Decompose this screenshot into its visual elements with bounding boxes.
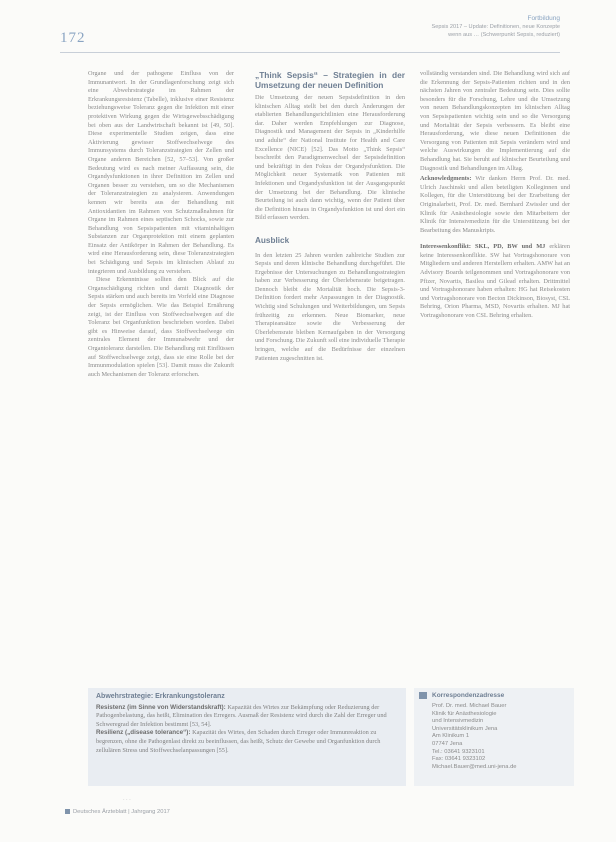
conflict-of-interest [420,243,570,320]
info-box-title: Abwehrstrategie: Erkrankungstoleranz [96,693,225,700]
running-header [340,15,560,39]
header-line-3: wenn aus … (Schwerpunkt Sepsis, reduziert) [448,32,560,38]
footer-marks: · · · [123,797,131,803]
conflict-label: Interessenkonflikt: SKL, PD, BW und MJ [420,243,546,251]
acknowledgments [420,175,570,235]
address-line: 07747 Jena [432,740,463,747]
acknowledgments-label: Acknowledgments: [420,175,472,183]
correspondence-box [414,688,574,786]
col1-paragraph-2: Diese Erkenntnisse sollten den Blick auf die Organschädigung richten und damit Diagnostik der Sepsis stärken und auch bereits im Vorfeld eine Diagnose der Sepsis ermöglichen. Wie das Beispiel Ernährung zeigt, ist der Einfluss von Stoffwechselwegen auf die Toleranz bei Organfunktion beschrieben worden. Dabei gibt es Hinweise darauf, dass Stoffwechselwege ein zentrales Element der Immunabwehr und der Organtoleranz darstellen. Die Behandlung mit Einflüssen auf Stoffwechselwege zeigt, dass sie eine Rolle bei der Immunmodulation spielen [53]. Damit muss die Zukunft auch Mechanismen der Toleranz erforschen. [88,276,234,378]
header-line-2: Sepsis 2017 – Update: Definitionen, neue Konzepte [431,24,560,30]
column-3 [420,70,570,321]
column-2 [255,70,405,363]
info-box-tolerance [96,729,398,755]
footer-text: Deutsches Ärzteblatt | Jahrgang 2017 [73,809,170,816]
square-bullet-icon [65,809,70,814]
acknowledgments-text: Wir danken Herrn Prof. Dr. med. Ulrich Jaschinski und allen beteiligten Kolleginnen und Kollegen, für die Unterstützung bei der Erarbeitung der Originalarbeit, Prof. Dr. med. Bernhard Zwissler und der Klinik für Anästhesiologie sowie den Mitarbeitern der Klinik für Intensivmedizin für die Unterstützung bei der Bearbeitung des Manuskripts. [420,175,570,234]
col1-paragraph-1: Organe und der pathogene Einfluss von der Immunantwort. In der Grundlagenforschung zeigt sich eine Abwehrstrategie im Rahmen der Erkrankungsresistenz (Tabelle), inklusive einer Resistenz beziehungsweise Toleranz gegen die Infektion mit einer protektiven Wirkung gegen die Wirtsgewebsschädigung bei oben aus der Landwirtschaft bekannt ist [49, 50]. Diese experimentelle Studien zeigen, dass eine Aktivierung gewisser Stoffwechselwege des Immunsystems durch Toleranzstrategien der Zellen und Organe anderen Bereichen [52, 57–53]. Von großer Bedeutung wird es nach meiner Auffassung sein, die Organdysfunktionen in ihrer Definition im Zellen und Organen besser zu verstehen, um so die Mechanismen der Toleranzstrategien zu analysieren. Anwendungen kennen wir bereits aus der Behandlung mit Antioxidantien im Rahmen von Schutzmaßnahmen für Organe im Rahmen eines septischen Schocks, sowie zur Behandlung von Sepsispatienten mit vitaminhaltigen Substanzen zur Organprotektion mit einem geplanten Einsatz der Antikörper in Rahmen der Behandlung. Es wird eine Herausforderung sein, diese Toleranzstrategien bei Schädigung und Sepsis im klinischen Ablauf zu integrieren und Ausbildung zu verstehen. [88,70,234,275]
col2-paragraph-1: Die Umsetzung der neuen Sepsisdefinition in den klinischen Alltag stellt bei den durch Änderungen der etablierten Behandlungsrichtlinien eine Herausforderung dar. Daher werden Empfehlungen zur Diagnose, Diagnostik und Management der Sepsis in „Kinderhilfe und adulte“ der National Institute for Health and Care Excellence (NICE) [52]. Das Motto „Think Sepsis“ beschreibt den Paradigmenwechsel der Sepsisdefinition und bekräftigt in den Fokus der Organdysfunktion. Die Möglichkeit neuer Systematik von Patienten mit Infektionen und Organdysfunktion ist der Ausgangspunkt der Umsetzung bei der Behandlung. Die klinische Beurteilung ist auch dann wichtig, wenn der Patient über die Definition hinaus in Organdysfunktion ist und dort ein Bild erfassen werden. [255,94,405,222]
address-line: Universitätsklinikum Jena [432,725,498,732]
address-line: Tel.: 03641 9323101 [432,748,485,755]
col3-paragraph-1: vollständig verstanden sind. Die Behandlung wird sich auf die Erkennung der Sepsis-Patienten richten und in den nächsten Jahren von zentraler Bedeutung sein. Dies sollte besonders für die Forschung, Lehre und die Umsetzung von neuen Behandlungskonzepten im klinischen Alltag von Sepsispatienten wichtig sein und so die Versorgung und Mortalität der Sepsis verbessern. Es bleibt eine Herausforderung, wie diese neuen Definitionen die Versorgung von Patienten mit Sepsis verändern wird und welche Auswirkungen die Implementierung auf die Behandlung hat. Sie beruht auf klinischer Beurteilung und Diagnostik und Behandlungen im Alltag. [420,70,570,172]
page-footer [65,809,170,815]
resistance-term: Resistenz (im Sinne von Widerstandskraft): [96,703,226,711]
header-rule [60,52,560,53]
section-heading-ausblick: Ausblick [255,235,290,245]
header-line-1: Fortbildung [527,15,560,22]
address-line: Prof. Dr. med. Michael Bauer [432,703,507,709]
square-marker-icon [419,692,427,699]
section-heading-think-sepsis: „Think Sepsis“ – Strategien in der Umsetzung der neuen Definition [255,70,405,90]
resistance-text: Kapazität des Wirtes zur Bekämpfung oder Reduzierung der Pathogenbelastung, das heißt, Elimination des Erregers. Ausmaß der Resistenz wird durch die Zahl der Erreger und Schweregrad der Infektion bestimmt [53, 54]. [96,703,387,728]
correspondence-address [432,703,517,771]
info-box-disease-tolerance [88,688,406,786]
conflict-text: erklären keine Interessenkonflikte. SW hat Vortragshonorare von Mitgliedern und anderen Herstellern erhalten. AMW hat an Advisory Boards teilgenommen und Vortragshonorare von Pfizer, Novartis, Basilea und Gilead erhalten. Drittmittel und Vortragshonorare haben erhalten: HG hat Reisekosten und Vortragshonorare von Becton Dickinson, Biosyst, CSL Behring, Orion Pharma, MSD, Novartis erhalten. MJ hat Vortragshonorare von CSL Behring erhalten. [420,243,570,320]
address-line: Fax: 03641 9323102 [432,756,486,763]
col2-paragraph-2: In den letzten 25 Jahren wurden zahlreiche Studien zur Sepsis und deren klinische Behandlung durchgeführt. Die Ergebnisse der Untersuchungen zu Behandlungsstrategien haben zur Verbesserung der Überlebensrate beigetragen. Dennoch bleibt die Mortalität hoch. Die Sepsis-3-Definition fordert mehr Anpassungen in der Diagnostik. Wichtig sind Schulungen und Weiterbildungen, um Sepsis frühzeitig zu erkennen. Neue Biomarker, neue Therapieansätze sowie die Verbesserung der Überlebensrate bleiben Kernaufgaben in der Versorgung und Forschung. Die Zukunft soll eine individuelle Therapie bringen, welche auf die Bedürfnisse der einzelnen Patienten zugeschnitten ist. [255,251,405,362]
address-line: Am Klinikum 1 [432,733,470,740]
tolerance-term: Resilienz („disease tolerance“): [96,729,191,737]
info-box-resistance [96,704,398,730]
address-line: Klinik für Anästhesiologie [432,710,497,717]
correspondence-title: Korrespondenzadresse [432,692,505,699]
email-link[interactable]: Michael.Bauer@med.uni-jena.de [432,763,517,770]
tolerance-text: Kapazität des Wirtes, den Schaden durch Erreger oder Immunreaktion zu begrenzen, ohne die Pathogenlast direkt zu beeinflussen, das heißt, Schutz der Gewebe und Organfunktion durch zellulären Stress und Stoffwechselanpassungen [55]. [96,729,381,754]
page-number: 172 [60,30,86,46]
column-1 [88,70,234,379]
address-line: und Intensivmedizin [432,718,484,725]
